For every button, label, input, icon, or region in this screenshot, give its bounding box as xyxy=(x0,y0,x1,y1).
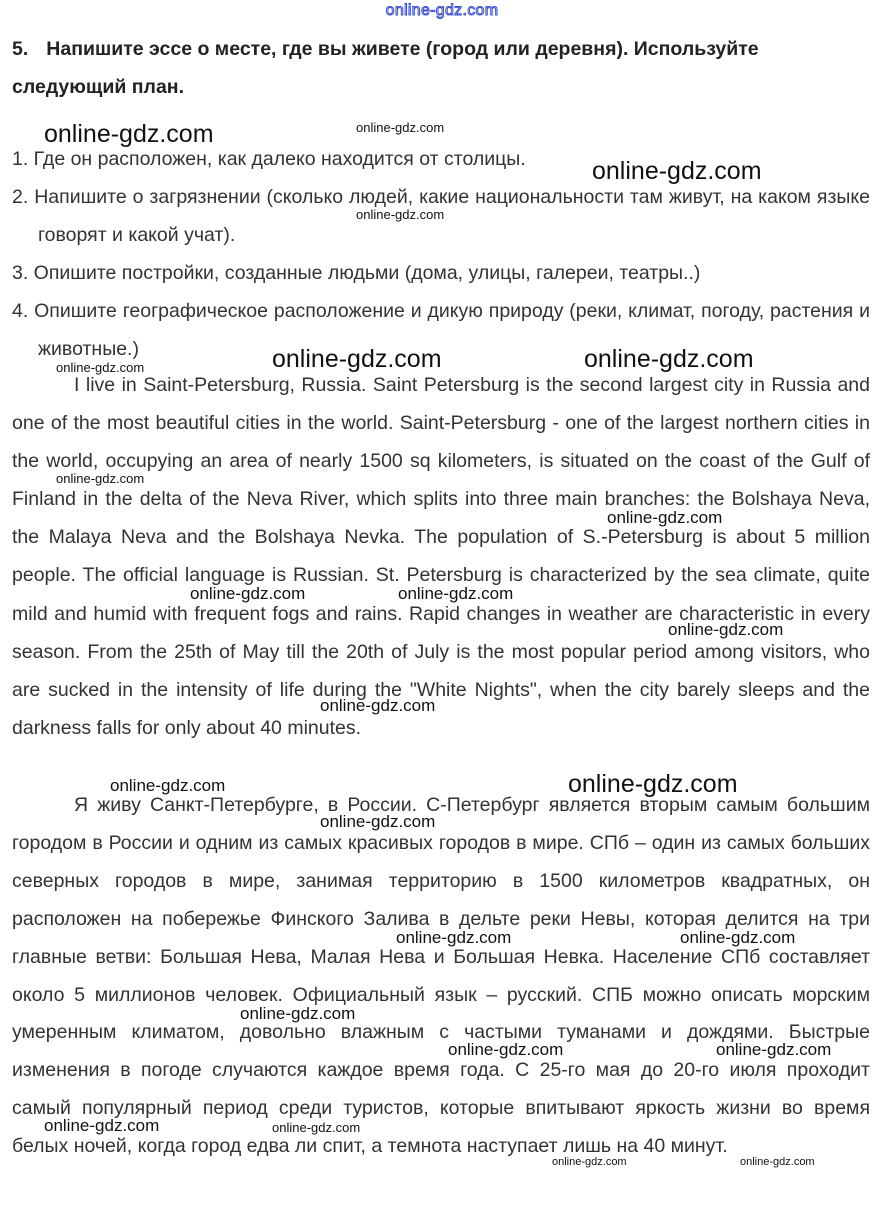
watermark: online-gdz.com xyxy=(552,1156,627,1168)
task-heading xyxy=(12,30,874,106)
watermark: online-gdz.com xyxy=(740,1156,815,1168)
essay-english: I live in Saint-Petersburg, Russia. Saint Petersburg is the second largest city in Russia and one of the most beautiful cities in the world. Saint-Petersburg - one of the largest northern cities in the world, occupying an area of nearly 1500 sq kilometers, is situated on the coast of the Gulf of Finland in the delta of the Neva River, which splits into three main branches: the Bolshaya Neva, the Malaya Neva and the Bolshaya Nevka. The population of S.-Petersburg is about 5 million people. The official language is Russian. St. Petersburg is characterized by the sea climate, quite mild and humid with frequent fogs and rains. Rapid changes in weather are characteristic in every season. From the 25th of May till the 20th of July is the most popular period among visitors, who are sucked in the intensity of life during the "White Nights", when the city barely sleeps and the darkness falls for only about 40 minutes. xyxy=(12,374,870,739)
plan-item-2: 2. Напишите о загрязнении (сколько людей, какие национальности там живут, на каком языке говорят и какой учат). xyxy=(12,186,870,246)
watermark: online-gdz.com xyxy=(110,776,226,795)
watermark: online-gdz.com xyxy=(240,1004,356,1023)
task-title: Напишите эссе о месте, где вы живете (город или деревня). Используйте следующий план. xyxy=(12,38,759,98)
plan-item-3: 3. Опишите постройки, созданные людьми (дома, улицы, галереи, театры..) xyxy=(12,262,701,284)
watermark: online-gdz.com xyxy=(44,1116,160,1135)
watermark: online-gdz.com xyxy=(56,471,145,486)
task-number: 5. xyxy=(12,38,29,60)
watermark: online-gdz.com xyxy=(568,770,738,798)
watermark: online-gdz.com xyxy=(668,620,784,639)
watermark: online-gdz.com xyxy=(607,508,723,527)
watermark: online-gdz.com xyxy=(680,928,796,947)
watermark: online-gdz.com xyxy=(716,1040,832,1059)
watermark: online-gdz.com xyxy=(272,345,442,373)
site-watermark-top: online-gdz.com xyxy=(385,2,499,19)
watermark: online-gdz.com xyxy=(356,120,445,135)
plan-item-1: 1. Где он расположен, как далеко находится от столицы. xyxy=(12,148,526,170)
watermark: online-gdz.com xyxy=(592,157,762,185)
watermark: online-gdz.com xyxy=(398,584,514,603)
essay-russian: Я живу Санкт-Петербурге, в России. С-Петербург является вторым самым большим городом в России и одним из самых красивых городов в мире. СПб – один из самых больших северных городов в мире, занимая территорию в 1500 километров квадратных, он расположен на побережье Финского Залива в дельте реки Невы, которая делится на три главные ветви: Большая Нева, Малая Нева и Большая Невка. Население СПб составляет около 5 миллионов человек. Официальный язык – русский. СПБ можно описать морским умеренным климатом, довольно влажным с частыми туманами и дождями. Быстрые изменения в погоде случаются каждое время года. С 25-го мая до 20-го июля проходит самый популярный период среди туристов, которые впитывают яркость жизни во время белых ночей, когда город едва ли спит, а темнота наступает лишь на 40 минут. xyxy=(12,794,870,1158)
plan-item-4: 4. Опишите географическое расположение и дикую природу (реки, климат, погоду, растения и животные.) xyxy=(12,300,870,360)
watermark: online-gdz.com xyxy=(44,120,214,148)
watermark: online-gdz.com xyxy=(584,345,754,373)
watermark: online-gdz.com xyxy=(396,928,512,947)
watermark: online-gdz.com xyxy=(56,360,145,375)
watermark: online-gdz.com xyxy=(272,1120,361,1135)
watermark: online-gdz.com xyxy=(448,1040,564,1059)
watermark: online-gdz.com xyxy=(190,584,306,603)
watermark: online-gdz.com xyxy=(320,696,436,715)
watermark: online-gdz.com xyxy=(320,812,436,831)
watermark: online-gdz.com xyxy=(356,207,445,222)
